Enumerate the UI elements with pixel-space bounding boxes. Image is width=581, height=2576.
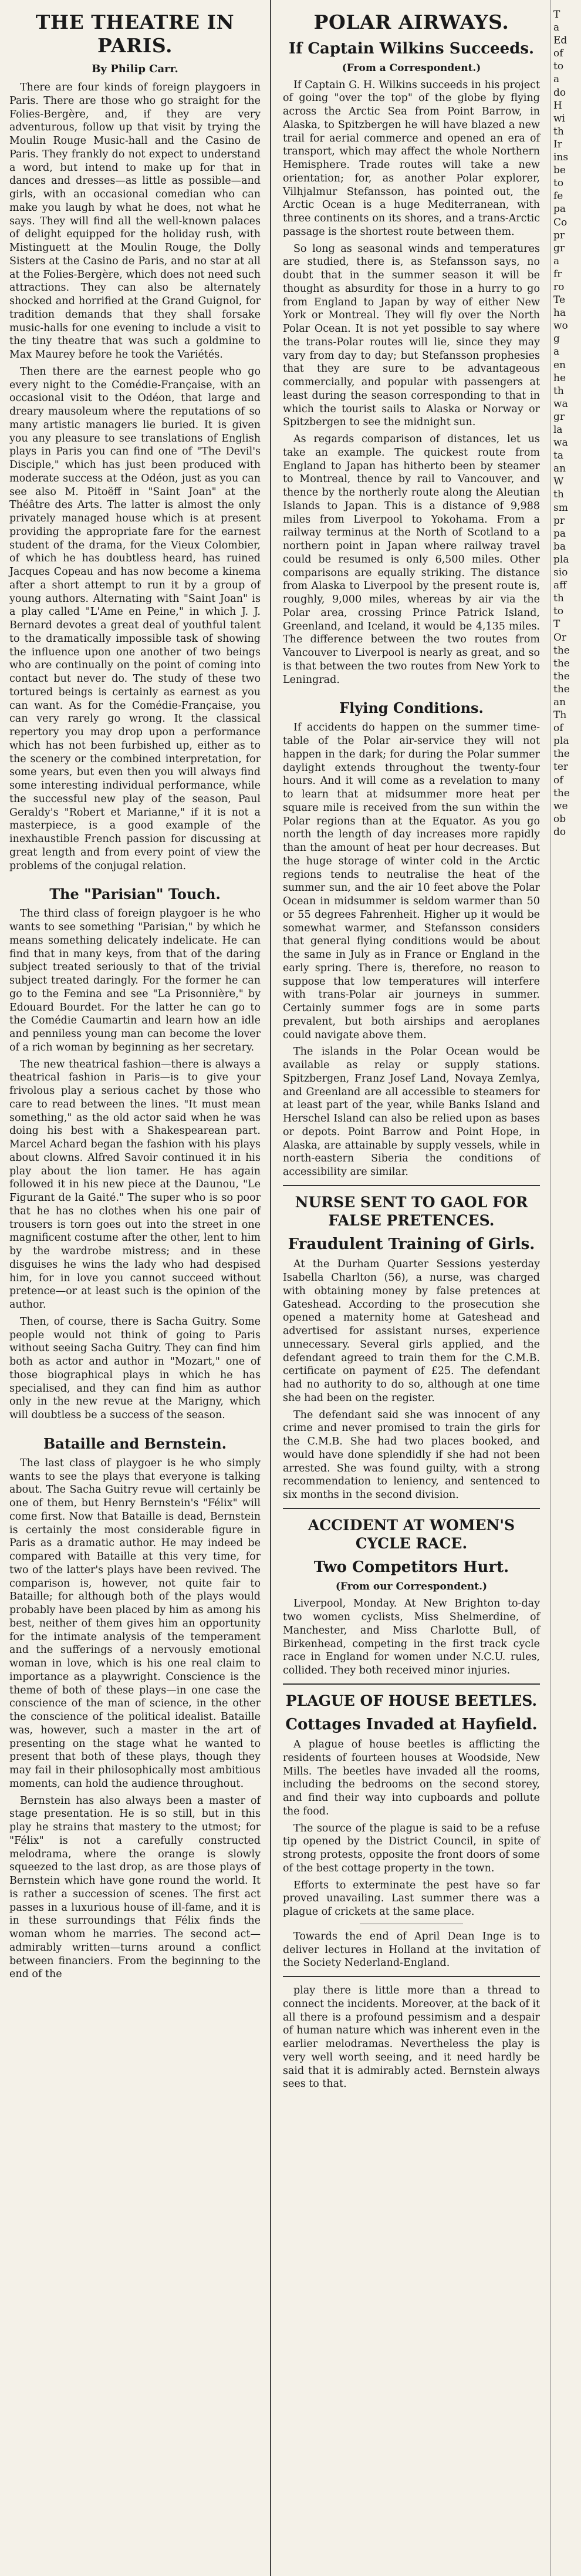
cropped-fragment: an	[553, 463, 566, 475]
cropped-text-fragments	[553, 8, 579, 839]
cropped-fragment: gr	[553, 242, 565, 254]
cropped-fragment: Co	[553, 216, 568, 228]
cropped-fragment: pla	[553, 553, 569, 565]
paragraph: The last class of playgoer is he who simply wants to see the plays that everyone is talking about. The Sacha Guitry revue will certainly be one of them, but Henry Bernstein's "Félix" will come first. Now that Bataille is dead, Bernstein is certainly the most considerable figure in Paris as a dramatic author. He may indeed be compared with Bataille at this very time, for two of the latter's plays have been revived. The comparison is, however, not quite fair to Bataille; for although both of the plays would probably have been placed by him as among his best, neither of them gives him an opportunity for the intimate analysis of the temperament and the sufferings of a nervously emotional woman in love, which is his one real claim to importance as a playwright. Conscience is the theme of both of these plays—in one case the conscience of the man of science, in the other the conscience of the political idealist. Bataille was, however, such a master in the art of presenting on the stage what he wanted to present that both of these plays, though they may fail in their philosophically most ambitious moments, can hold the audience throughout.	[9, 1457, 261, 1790]
cropped-fragment: the	[553, 644, 570, 656]
cropped-fragment: ta	[553, 450, 563, 462]
cropped-fragment: the	[553, 748, 570, 760]
cropped-fragment: pa	[553, 203, 566, 215]
paragraph: There are four kinds of foreign playgoers in Paris. There are those who go straight for the Folies-Bergère, and, if they are very adventurous, follow up that visit by trying the Moulin Rouge Music-hall and the Casino de Paris. They frankly do not expect to understand a word, but intend to make up for that in dances and dresses—as little as possible—and girls, with an occasional comedian who can make you laugh by what he does, not what he says. They will find all the well-known palaces of delight equipped for the holiday rush, with Mistinguett at the Moulin Rouge, the Dolly Sisters at the Casino de Paris, and no star at all at the Folies-Bergère, which does not need such attractions. They can also be alternately shocked and horrified at the Grand Guignol, for tradition demands that they shall forsake music-halls for one evening to include a visit to the tiny theatre that was such a goldmine to Max Maurey before he took the Variétés.	[9, 82, 261, 361]
cropped-fragment: Ir	[553, 138, 562, 150]
cropped-fragment: he	[553, 372, 566, 384]
article-title-nurse: NURSE SENT TO GAOL FOR FALSE PRETENCES.	[295, 1193, 528, 1230]
section-heading-flying-conditions: Flying Conditions.	[339, 699, 484, 717]
cropped-fragment: T	[553, 9, 560, 21]
theatre-intro	[9, 81, 261, 873]
paragraph: So long as seasonal winds and temperatures are studied, there is, as Stefansson says, no doubt that in the summer season it will be thought as absurdity for those in a hurry to go from England to Japan by way of either New York or Montreal. They will fly over the North Polar Ocean. It is not yet possible to say where the trans-Polar routes will lie, since they may vary from day to day; but Stefansson prophesies that they are sure to be advantageous commercially, and popular with passengers at least during the season corresponding to that in which the tourist sails to Alaska or Norway or Spitzbergen to see the midnight sun.	[283, 243, 540, 429]
beetles-body	[283, 1738, 540, 1919]
cropped-fragment: ha	[553, 307, 566, 319]
bataille-bernstein-body	[9, 1457, 261, 1981]
cropped-fragment: g	[553, 333, 560, 345]
article-subheading-accident: Two Competitors Hurt.	[313, 1558, 509, 1577]
cropped-fragment: wa	[553, 398, 568, 410]
paragraph: The third class of foreign playgoer is he who wants to see something "Parisian," by which he means something delicately indelicate. He can find that in many keys, from that of the daring subject treated seriously to that of the trivial subject treated daringly. For the former he can go to the Femina and see "La Prisonnière," by Edouard Bourdet. For the latter he can go to the Comédie Caumartin and learn how an idle and penniless young man can become the lover of a rich woman by beginning as her secretary.	[9, 908, 261, 1053]
paragraph: Towards the end of April Dean Inge is to deliver lectures in Holland at the invitation of the Society Nederland-England.	[283, 1930, 540, 1969]
polar-intro	[283, 79, 540, 687]
cropped-fragment: be	[553, 164, 566, 177]
cropped-fragment: pa	[553, 527, 566, 540]
paragraph: The new theatrical fashion—there is always a theatrical fashion in Paris—is to give your frivolous play a serious cachet by those who care to read between the lines. "It must mean something," as the old actor said when he was doing his best with a Shakespearean part. Marcel Achard began the fashion with his plays about clowns. Alfred Savoir continued it in his play about the lion tamer. He has again followed it in his new piece at the Daunou, "Le Figurant de la Gaité." The super who is so poor that he has no clothes when his one pair of trousers is torn goes out into the street in one magnificent costume after the other, lent to him by the wardrobe mistress; and in these disguises he wins the lady who had despised him, for in love you cannot succeed without pretence—or at least such is the opinion of the author.	[9, 1058, 261, 1311]
cropped-fragment: Ed	[553, 35, 568, 47]
section-heading-bataille-bernstein: Bataille and Bernstein.	[43, 1435, 227, 1452]
cropped-fragment: to	[553, 605, 564, 618]
article-title-theatre: THE THEATRE IN PARIS.	[35, 11, 235, 57]
cropped-fragment: a	[553, 73, 560, 86]
article-subheading-nurse: Fraudulent Training of Girls.	[288, 1235, 535, 1254]
cropped-fragment: pr	[553, 229, 565, 241]
cropped-fragment: pr	[553, 514, 565, 527]
cropped-fragment: ins	[553, 151, 569, 164]
cropped-fragment: do	[553, 86, 566, 99]
cropped-fragment: Th	[553, 709, 567, 722]
paragraph: A plague of house beetles is afflicting the residents of fourteen houses at Woodside, New Mills. The beetles have invaded all the rooms, including the bedrooms on the second storey, and find their way into cupboards and pollute the food.	[283, 1739, 540, 1817]
paragraph: Then, of course, there is Sacha Guitry. Some people would not think of going to Paris without seeing Sacha Guitry. They can find him both as actor and author in "Mozart," one of those biographical plays in which he has specialised, and they can find him as author only in the new revue at the Marigny, which will doubtless be a success of the season.	[9, 1315, 261, 1422]
right-column	[273, 0, 549, 2576]
cropped-fragment: en	[553, 359, 566, 371]
byline: By Philip Carr.	[92, 63, 178, 76]
cropped-fragment: a	[553, 255, 560, 267]
cropped-fragment: the	[553, 787, 570, 799]
cropped-fragment: th	[553, 592, 564, 605]
cropped-fragment: Or	[553, 631, 567, 644]
paragraph: Then there are the earnest people who go every night to the Comédie-Française, with an occasional visit to the Odéon, that large and dreary mausoleum where the reputations of so many artistic managers lie buried. It is given you any pleasure to see translations of English plays in Paris you can find one of "The Devil's Disciple," which has just been produced with moderate success at the Odéon, just as you can see also M. Pitoëff in "Saint Joan" at the Théâtre des Arts. The latter is almost the only privately managed house which is at present providing the appropriate fare for the earnest student of the drama, for the Vieux Colombier, of which he has doubtless heard, has ruined Jacques Copeau and has now become a kinema after a short attempt to run it by a group of young authors. Alternating with "Saint Joan" is a play called "L'Ame en Peine," in which J. J. Bernard devotes a great deal of youthful talent to the dramatically impossible task of showing the influence upon one another of two beings who are continually on the point of coming into contact but never do. The study of these two tortured beings is certainly as earnest as you can want. As for the Comédie-Française, you can very rarely go wrong. It the classical repertory you may drop upon a performance which has not been furbished up, either as to the scenery or the combined interpretation, for some years, but even then you will always find some interesting individual performance, while the successful new play of the season, Paul Geraldy's "Robert et Marianne," if it is not a masterpiece, is a good example of the inexhaustible French passion for discussing at great length and from every point of view the problems of the conjugal relation.	[9, 365, 261, 872]
left-column	[0, 0, 271, 2576]
article-title-beetles: PLAGUE OF HOUSE BEETLES.	[285, 1692, 538, 1709]
article-headline: If Captain Wilkins Succeeds.	[288, 39, 535, 58]
cropped-fragment: aff	[553, 580, 567, 592]
cropped-fragment: sio	[553, 567, 568, 579]
cropped-fragment: la	[553, 424, 563, 436]
cropped-fragment: of	[553, 48, 563, 60]
cropped-fragment: th	[553, 489, 564, 501]
cropped-fragment: ob	[553, 813, 566, 825]
cropped-fragment: W	[553, 476, 564, 488]
cropped-fragment: to	[553, 177, 564, 190]
paragraph: If accidents do happen on the summer time-table of the Polar air-service they will not happen in the dark; for during the Polar summer daylight extends throughout the twenty-four hours. And it will come as a revelation to many to learn that at midsummer more heat per square mile is received from the sun within the Polar regions than at the Equator. As you go north the length of day increases more rapidly than the amount of heat per hour decreases. But the huge storage of winter cold in the Arctic regions tends to neutralise the heat of the summer sun, and the air 10 feet above the Polar Ocean in midsummer is seldom warmer than 50 or 55 degrees Fahrenheit. Higher up it would be somewhat warmer, and Stefansson considers that general flying conditions would be about the same in July as in France or England in the early spring. There is, therefore, no reason to suppose that low temperatures will interfere with trans-Polar air journeys in summer. Certainly summer fogs are in some parts prevalent, but both airships and aeroplanes could navigate above them.	[283, 722, 540, 1041]
cropped-fragment: wo	[553, 320, 568, 332]
cropped-fragment: fe	[553, 190, 563, 203]
nurse-body	[283, 1258, 540, 1502]
cropped-fragment: the	[553, 683, 570, 695]
paragraph: Efforts to exterminate the pest have so far proved unavailing. Last summer there was a plague of crickets at the same place.	[283, 1879, 540, 1918]
paragraph: The source of the plague is said to be a refuse tip opened by the District Council, in spite of strong protests, opposite the front doors of some of the best cottage property in the town.	[283, 1822, 540, 1874]
cropped-fragment: ter	[553, 761, 569, 773]
cropped-fragment: of	[553, 774, 563, 786]
cropped-fragment: the	[553, 657, 570, 669]
parisian-touch-body	[9, 907, 261, 1422]
cropped-fragment: to	[553, 60, 564, 73]
cropped-fragment: wa	[553, 437, 568, 449]
cropped-fragment: pla	[553, 735, 569, 747]
cropped-fragment: sm	[553, 501, 568, 514]
paragraph: If Captain G. H. Wilkins succeeds in his project of going "over the top" of the globe by flying across the Arctic Sea from Point Barrow, in Alaska, to Spitzbergen he will have blazed a new trail for aerial commerce and opened an era of transport, which may affect the whole Northern Hemisphere. Trade routes will take a new orientation; for, as another Polar explorer, Vilhjalmur Stefansson, has pointed out, the Arctic Ocean is a huge Mediterranean, with three continents on its shores, and a trans-Arctic passage is the shortest route between them.	[283, 79, 540, 238]
cropped-fragment: H	[553, 99, 562, 112]
cropped-fragment: a	[553, 22, 560, 34]
theatre-continuation	[283, 1984, 540, 2091]
paragraph: play there is little more than a thread to connect the incidents. Moreover, at the back of it all there is a profound pessimism and a despair of human nature which was inherent even in the earlier melodramas. Nevertheless the play is very well worth seeing, and it need hardly be said that it is admirably acted. Bernstein always sees to that.	[283, 1985, 540, 2090]
cropped-fragment: fr	[553, 268, 562, 280]
cropped-fragment: we	[553, 800, 568, 812]
paragraph: Liverpool, Monday. At New Brighton to-day two women cyclists, Miss Shelmerdine, of Manchester, and Miss Charlotte Bull, of Birkenhead, competing in the first track cycle race in England for women under N.C.U. rules, collided. They both received minor injuries.	[283, 1598, 540, 1677]
cropped-fragment: ba	[553, 540, 566, 553]
article-subheading-beetles: Cottages Invaded at Hayfield.	[285, 1716, 538, 1734]
correspondent-line: (From our Correspondent.)	[335, 1581, 488, 1593]
column-divider	[283, 1185, 540, 1186]
cropped-fragment: th	[553, 125, 564, 137]
cropped-fragment: of	[553, 722, 563, 735]
article-title-accident: ACCIDENT AT WOMEN'S CYCLE RACE.	[308, 1516, 515, 1553]
cropped-fragment: wi	[553, 112, 565, 124]
cropped-fragment: T	[553, 618, 560, 631]
column-divider	[283, 1976, 540, 1977]
section-heading-parisian-touch: The "Parisian" Touch.	[49, 885, 221, 903]
cropped-fragment: ro	[553, 281, 565, 293]
paragraph: As regards comparison of distances, let us take an example. The quickest route from England to Japan has hitherto been by steamer to Montreal, thence by rail to Vancouver, and thence by the northerly route along the Aleutian Islands to Japan. This is a distance of 9,988 miles from Liverpool to Yokohama. From a railway terminus at the North of Scotland to a northern point in Japan where railway travel could be resumed is only 6,500 miles. Other comparisons are equally striking. The distance from Alaska to Liverpool by the present route is, roughly, 9,000 miles, whereas by air via the Polar area, crossing Prince Patrick Island, Greenland, and Iceland, it would be 4,135 miles. The difference between the two routes from Vancouver to Liverpool is nearly as great, and so is that between the two routes from New York to Leningrad.	[283, 433, 540, 686]
flying-conditions-body	[283, 721, 540, 1179]
column-divider	[283, 1508, 540, 1509]
paragraph: Bernstein has also always been a master of stage presentation. He is so still, but in this play he strains that mastery to the utmost; for "Félix" is not a carefully constructed melodrama, where the orange is slowly squeezed to the last drop, as are those plays of Bernstein which have gone round the world. It is rather a succession of scenes. The first act passes in a luxurious house of ill-fame, and it is in these surroundings that Félix finds the woman whom he marries. The second act—admirably written—turns around a conflict between financiers. From the beginning to the end of the	[9, 1794, 261, 1981]
paragraph: The defendant said she was innocent of any crime and never promised to train the girls for the C.M.B. She had two places booked, and would have done splendidly if she had not been arrested. She was found guilty, with a strong recommendation to leniency, and sentenced to six months in the second division.	[283, 1409, 540, 1501]
paragraph: The islands in the Polar Ocean would be available as relay or supply stations. Spitzbergen, Franz Josef Land, Novaya Zemlya, and Greenland are all accessible to steamers for at least part of the year, while Banks Island and Herschel Island can also be relied upon as bases or depots. Point Barrow and Point Hope, in Alaska, are attainable by supply vessels, while in north-eastern Siberia the conditions of accessibility are similar.	[283, 1046, 540, 1178]
correspondent-line: (From a Correspondent.)	[342, 62, 481, 74]
cropped-fragment: an	[553, 696, 566, 708]
column-divider	[283, 1683, 540, 1685]
article-title-polar-airways: POLAR AIRWAYS.	[313, 11, 509, 33]
paragraph: At the Durham Quarter Sessions yesterday Isabella Charlton (56), a nurse, was charged with obtaining money by false pretences at Gateshead. According to the prosecution she opened a maternity home at Gateshead and advertised for assistant nurses, experience unnecessary. Several girls applied, and the defendant agreed to train them for the C.M.B. certificate on payment of £25. The defendant had no authority to do so, although at one time she had been on the register.	[283, 1258, 540, 1404]
dean-inge-notice	[283, 1930, 540, 1970]
cropped-fragment: th	[553, 385, 564, 397]
cropped-fragment: gr	[553, 410, 565, 423]
cropped-edge-column	[550, 0, 581, 2576]
accident-body	[283, 1597, 540, 1678]
cropped-fragment: do	[553, 826, 566, 838]
cropped-fragment: a	[553, 346, 560, 358]
cropped-fragment: the	[553, 670, 570, 682]
cropped-fragment: Te	[553, 294, 566, 307]
